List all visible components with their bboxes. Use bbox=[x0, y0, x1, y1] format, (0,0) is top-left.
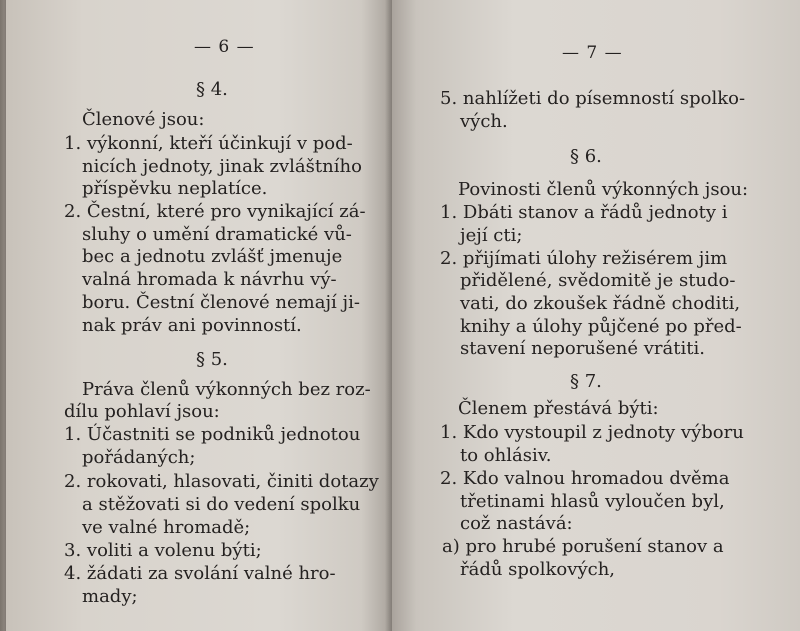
section-heading: § 6. bbox=[570, 146, 602, 167]
text-line: 2. Kdo valnou hromadou dvěma bbox=[440, 468, 730, 489]
text-line: boru. Čestní členové nemají ji- bbox=[82, 292, 360, 313]
text-line: příspěvku neplatíce. bbox=[82, 178, 268, 199]
text-line: valná hromada k návrhu vý- bbox=[82, 269, 337, 290]
text-line: její cti; bbox=[460, 225, 523, 246]
text-line: stavení neporušené vrátiti. bbox=[460, 338, 705, 359]
text-line: 1. Účastniti se podniků jednotou bbox=[64, 424, 361, 445]
text-line: 2. rokovati, hlasovati, činiti dotazy bbox=[64, 471, 379, 492]
text-line: 4. žádati za svolání valné hro- bbox=[64, 563, 336, 584]
page-number: — 7 — bbox=[562, 43, 623, 63]
text-line: dílu pohlaví jsou: bbox=[64, 401, 220, 422]
text-line: Povinosti členů výkonných jsou: bbox=[458, 179, 749, 200]
section-heading: § 4. bbox=[196, 79, 228, 100]
section-heading: § 7. bbox=[570, 371, 602, 392]
text-line: vých. bbox=[460, 111, 508, 132]
text-line: 5. nahlížeti do písemností spolko- bbox=[440, 88, 746, 109]
text-line: Členem přestává býti: bbox=[458, 398, 659, 419]
text-line: třetinami hlasů vyloučen byl, bbox=[460, 491, 725, 512]
text-line: což nastává: bbox=[460, 513, 573, 534]
text-line: bec a jednotu zvlášť jmenuje bbox=[82, 246, 343, 267]
text-line: knihy a úlohy půjčené po před- bbox=[460, 316, 742, 337]
text-line: mady; bbox=[82, 586, 138, 607]
text-line: 3. voliti a volenu býti; bbox=[64, 540, 262, 561]
text-line: a) pro hrubé porušení stanov a bbox=[442, 536, 724, 557]
text-line: 2. přijímati úlohy režisérem jim bbox=[440, 248, 728, 269]
text-line: 1. Kdo vystoupil z jednoty výboru bbox=[440, 422, 744, 443]
text-line: řádů spolkových, bbox=[460, 559, 616, 580]
right-page bbox=[392, 0, 800, 631]
text-line: Práva členů výkonných bez roz- bbox=[82, 379, 371, 400]
text-line: a stěžovati si do vedení spolku bbox=[82, 494, 361, 515]
text-line: to ohlásiv. bbox=[460, 445, 552, 466]
page-number: — 6 — bbox=[194, 37, 255, 57]
left-page bbox=[6, 0, 392, 631]
text-line: Členové jsou: bbox=[82, 109, 205, 130]
text-line: sluhy o umění dramatické vů- bbox=[82, 224, 352, 245]
text-line: pořádaných; bbox=[82, 447, 196, 468]
text-line: nicích jednoty, jinak zvláštního bbox=[82, 156, 362, 177]
text-line: nak práv ani povinností. bbox=[82, 315, 302, 336]
section-heading: § 5. bbox=[196, 349, 228, 370]
text-line: 2. Čestní, které pro vynikající zá- bbox=[64, 201, 366, 222]
text-line: vati, do zkoušek řádně choditi, bbox=[460, 293, 741, 314]
text-line: 1. Dbáti stanov a řádů jednoty i bbox=[440, 202, 728, 223]
text-line: přidělené, svědomitě je studo- bbox=[460, 270, 736, 291]
text-line: ve valné hromadě; bbox=[82, 517, 251, 538]
text-line: 1. výkonní, kteří účinkují v pod- bbox=[64, 133, 353, 154]
